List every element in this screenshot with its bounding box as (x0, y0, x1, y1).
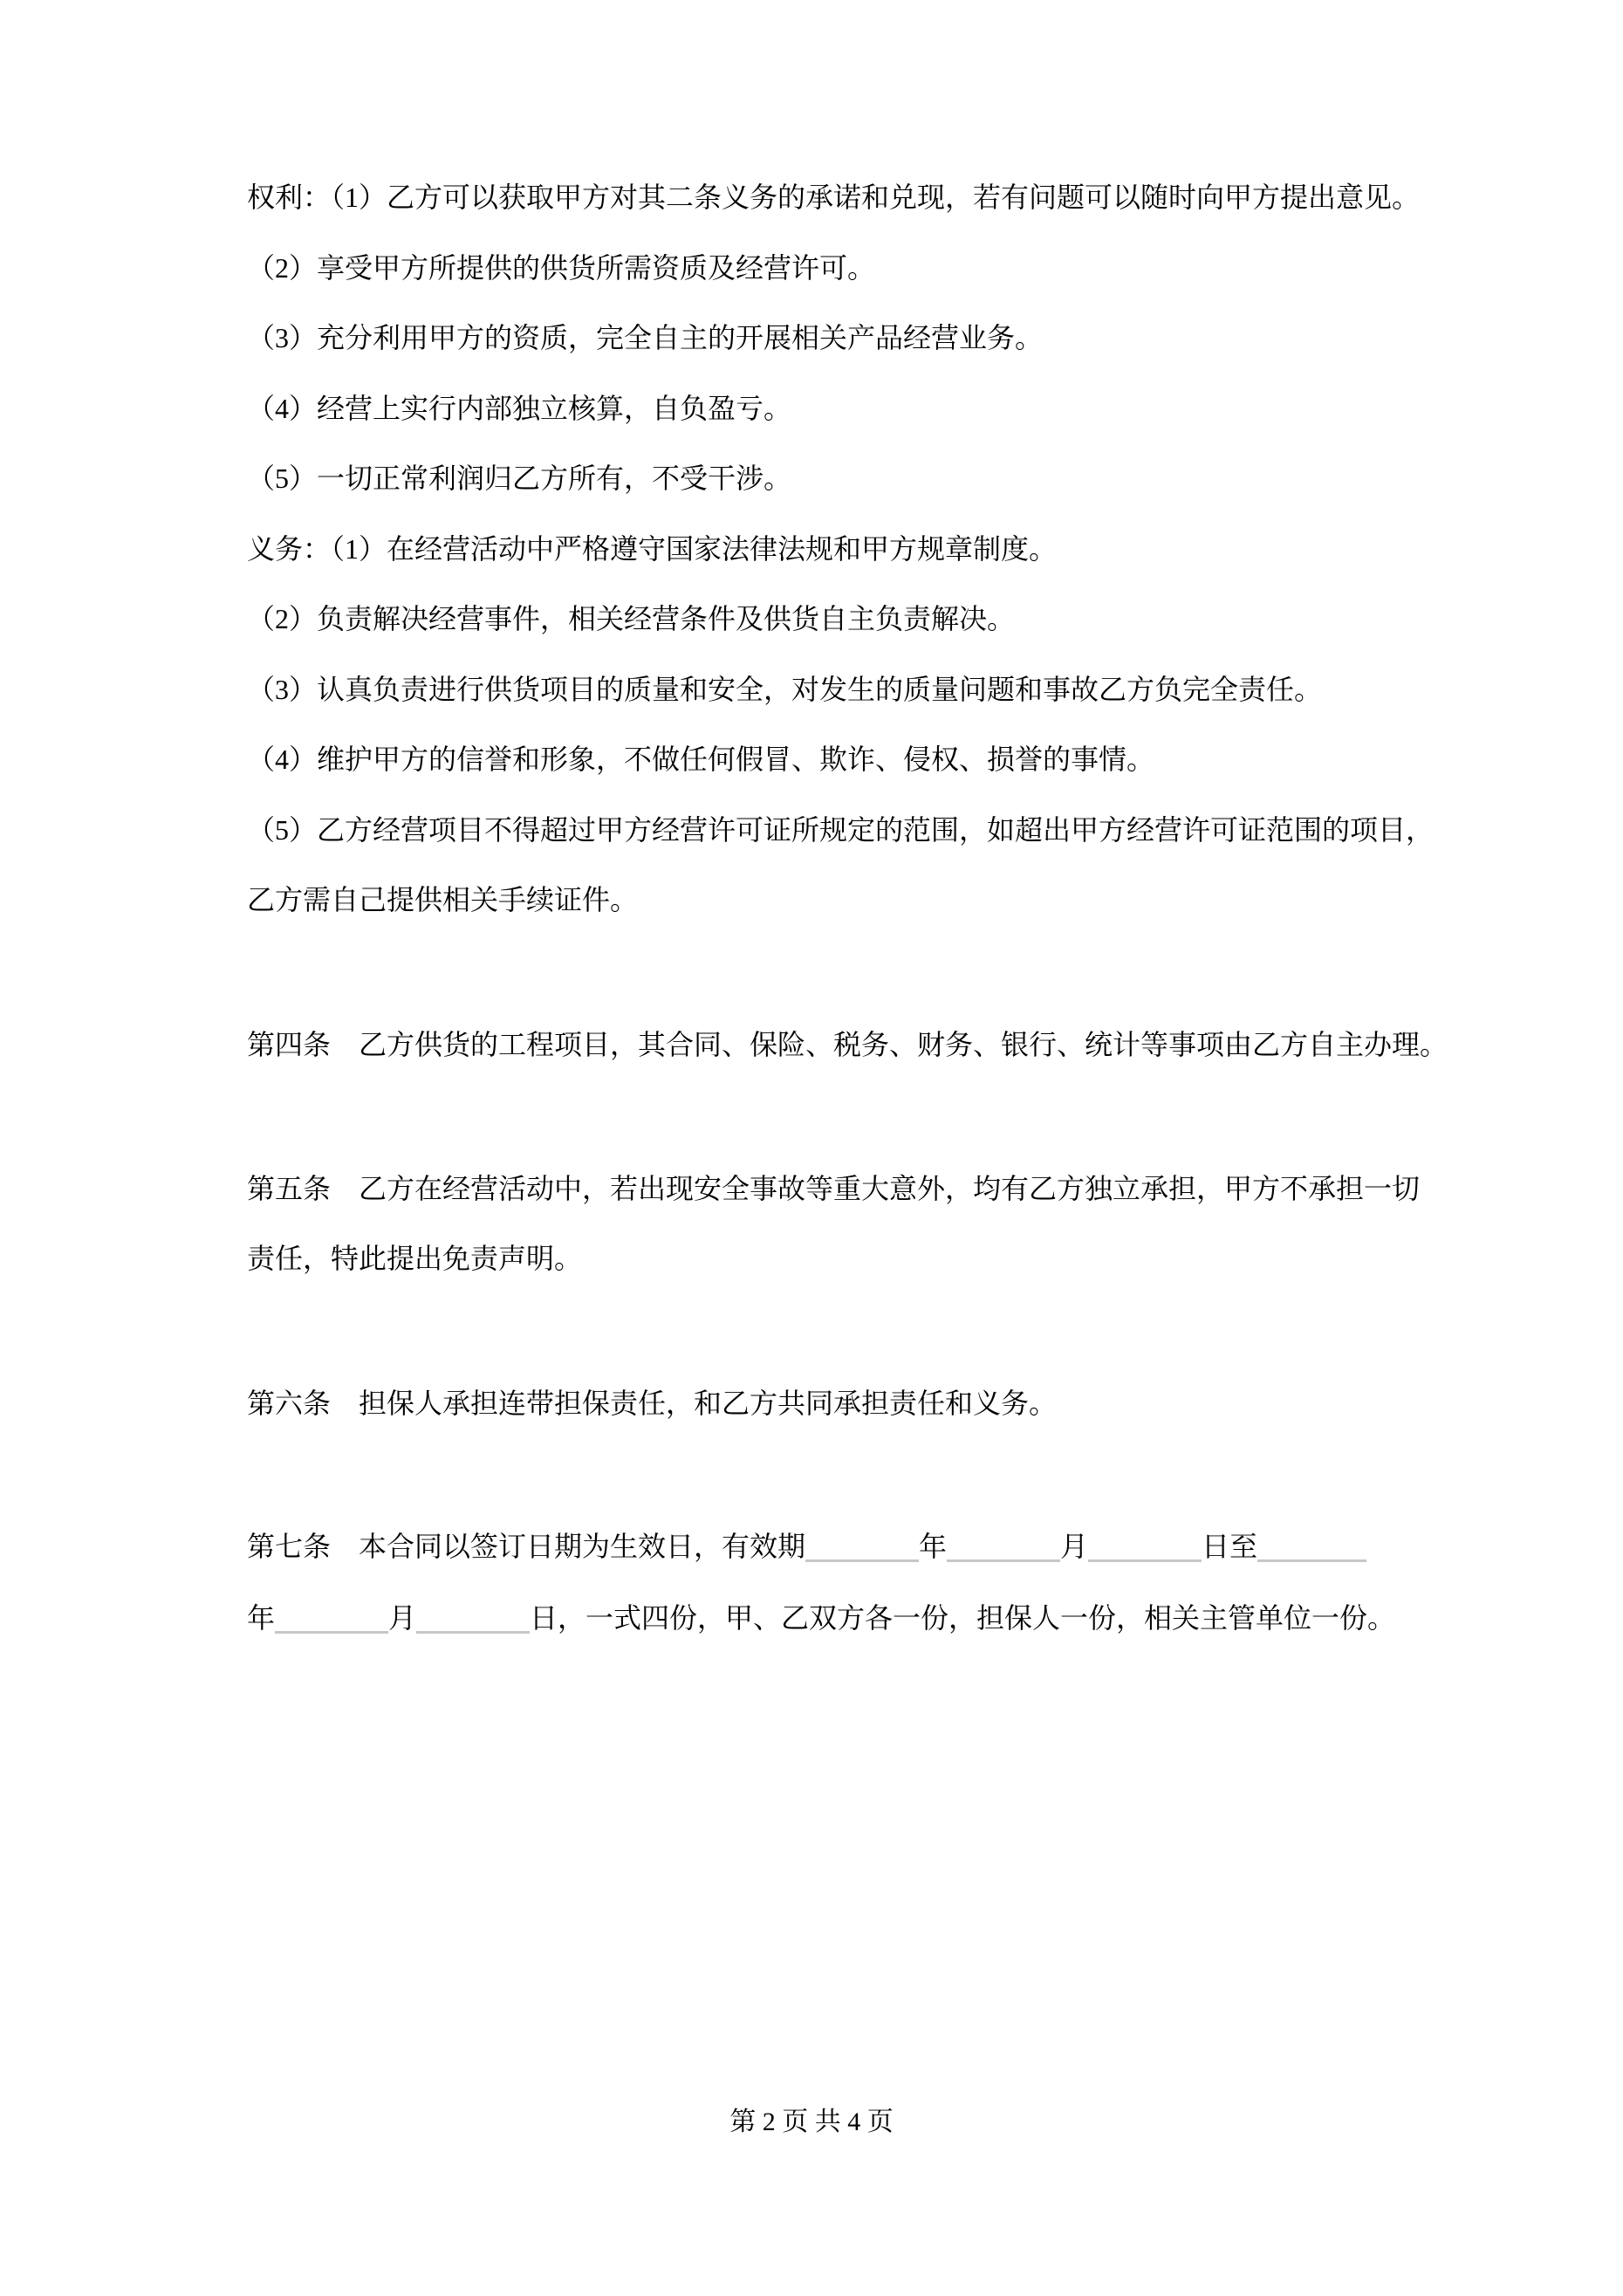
clause-7-text-effective-date: 第七条 本合同以签订日期为生效日，有效期 (247, 1531, 806, 1562)
day-to-label: 日至 (1202, 1531, 1258, 1562)
clause-4-line: 第四条 乙方供货的工程项目，其合同、保险、税务、财务、银行、统计等事项由乙方自主办理。 (247, 1029, 1448, 1060)
fill-in-blank-start-month (947, 1559, 1060, 1562)
rights-intro-line: 权利：（1）乙方可以获取甲方对其二条义务的承诺和兑现，若有问题可以随时向甲方提出意见。 (247, 182, 1421, 213)
end-month-label: 月 (388, 1602, 417, 1634)
fill-in-blank-end-day (416, 1631, 530, 1634)
obligations-item-5-continuation: 乙方需自己提供相关手续证件。 (247, 884, 639, 915)
clause-7-line-2 (247, 1600, 1395, 1635)
fill-in-blank-start-day (1088, 1559, 1202, 1562)
page-number-footer: 第 2 页 共 4 页 (729, 2108, 894, 2136)
rights-item-5-line: （5）一切正常利润归乙方所有，不受干涉。 (247, 463, 792, 494)
obligations-intro-line: 义务：（1）在经营活动中严格遵守国家法律法规和甲方规章制度。 (247, 533, 1058, 565)
year-label: 年 (919, 1531, 948, 1562)
obligations-item-2-line: （2）负责解决经营事件，相关经营条件及供货自主负责解决。 (247, 603, 1016, 634)
clause-7-copies-text: 日，一式四份，甲、乙双方各一份，担保人一份，相关主管单位一份。 (530, 1602, 1396, 1634)
fill-in-blank-end-month (275, 1631, 388, 1634)
fill-in-blank-start-year (805, 1559, 919, 1562)
clause-6-line: 第六条 担保人承担连带担保责任，和乙方共同承担责任和义务。 (247, 1388, 1058, 1419)
obligations-item-3-line: （3）认真负责进行供货项目的质量和安全，对发生的质量问题和事故乙方负完全责任。 (247, 674, 1323, 705)
rights-item-3-line: （3）充分利用甲方的资质，完全自主的开展相关产品经营业务。 (247, 322, 1044, 353)
clause-5-line-1: 第五条 乙方在经营活动中，若出现安全事故等重大意外，均有乙方独立承担，甲方不承担一切 (247, 1173, 1421, 1204)
clause-7-line-1 (247, 1529, 1366, 1564)
rights-item-2-line: （2）享受甲方所提供的供货所需资质及经营许可。 (247, 252, 876, 284)
fill-in-blank-end-year (1257, 1559, 1366, 1562)
obligations-item-5-line: （5）乙方经营项目不得超过甲方经营许可证所规定的范围，如超出甲方经营许可证范围的项目， (247, 814, 1435, 846)
clause-5-line-2: 责任，特此提出免责声明。 (247, 1243, 583, 1274)
rights-item-4-line: （4）经营上实行内部独立核算，自负盈亏。 (247, 393, 792, 424)
obligations-item-4-line: （4）维护甲方的信誉和形象，不做任何假冒、欺诈、侵权、损誉的事情。 (247, 744, 1155, 775)
end-year-label: 年 (247, 1602, 276, 1634)
month-label: 月 (1060, 1531, 1089, 1562)
